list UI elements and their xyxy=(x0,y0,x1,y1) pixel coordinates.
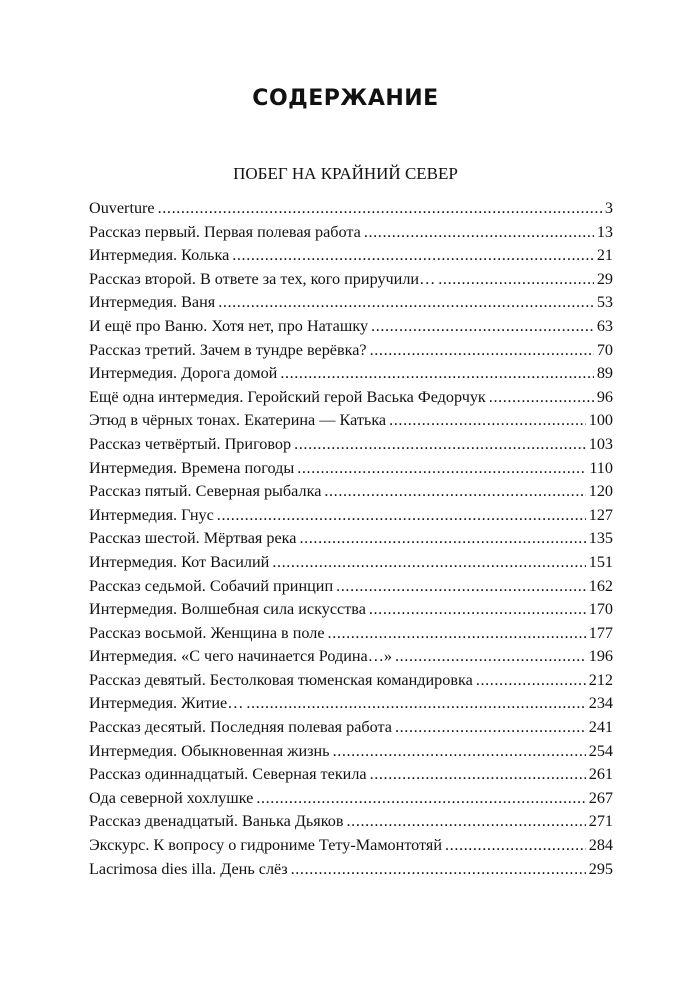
toc-entry xyxy=(89,600,613,624)
toc-entry-title: Рассказ пятый. Северная рыбалка xyxy=(89,482,322,501)
toc-entry-page-number: 100 xyxy=(588,411,613,430)
toc-entry xyxy=(89,718,613,742)
toc-entry-page-number: 170 xyxy=(588,600,613,619)
toc-entry-page-number: 295 xyxy=(588,859,613,878)
toc-entry xyxy=(89,246,613,270)
toc-entry-title: Интермедия. Гнус xyxy=(89,505,214,524)
toc-entry-title: Рассказ шестой. Мёртвая река xyxy=(89,529,297,548)
toc-entry-title: Рассказ десятый. Последняя полевая работа xyxy=(89,718,392,737)
toc-entry xyxy=(89,647,613,671)
toc-entry-page-number: 196 xyxy=(588,647,613,666)
toc-entry xyxy=(89,341,613,365)
toc-entry xyxy=(89,293,613,317)
toc-entry-page-number: 103 xyxy=(588,434,613,453)
toc-dot-leader xyxy=(294,435,586,454)
toc-entry xyxy=(89,860,613,884)
toc-entry xyxy=(89,435,613,459)
toc-entry xyxy=(89,742,613,766)
toc-entry-page-number: 96 xyxy=(596,387,613,406)
toc-entry-title: Ouverture xyxy=(89,199,155,217)
toc-entry xyxy=(89,553,613,577)
toc-entry-page-number: 21 xyxy=(596,246,613,265)
toc-entry-title: Lacrimosa dies illa. День слёз xyxy=(89,859,288,878)
toc-dot-leader xyxy=(370,341,594,360)
toc-entry xyxy=(89,836,613,860)
toc-entry-page-number: 267 xyxy=(588,788,613,807)
toc-entry-page-number: 29 xyxy=(596,269,613,288)
toc-dot-leader xyxy=(476,671,586,690)
toc-entry-page-number: 63 xyxy=(596,316,613,335)
toc-entry-title: Этюд в чёрных тонах. Екатерина — Катька xyxy=(89,411,387,430)
toc-entry-title: Рассказ двенадцатый. Ванька Дьяков xyxy=(89,812,344,831)
toc-entry-page-number: 13 xyxy=(596,222,613,241)
toc-dot-leader xyxy=(336,577,586,596)
toc-entry-title: Рассказ четвёртый. Приговор xyxy=(89,434,292,453)
toc-dot-leader xyxy=(371,317,594,336)
toc-entry-title: Интермедия. Житие… xyxy=(89,694,244,713)
toc-entry-title: Экскурс. К вопросу о гидрониме Тету-Мамонтотяй xyxy=(89,836,443,855)
toc-entry xyxy=(89,765,613,789)
toc-entry-title: Интермедия. Дорога домой xyxy=(89,364,278,383)
toc-entry-title: Интермедия. Кот Василий xyxy=(89,552,270,571)
toc-entry xyxy=(89,812,613,836)
toc-entry-page-number: 241 xyxy=(588,718,613,737)
toc-entry xyxy=(89,270,613,294)
toc-dot-leader xyxy=(158,199,602,218)
toc-entry xyxy=(89,317,613,341)
toc-entry xyxy=(89,789,613,813)
toc-dot-leader xyxy=(299,529,585,548)
toc-entry-page-number: 284 xyxy=(588,836,613,855)
toc-entry xyxy=(89,577,613,601)
section-title: ПОБЕГ НА КРАЙНИЙ СЕВЕР xyxy=(233,164,458,183)
toc-dot-leader xyxy=(280,364,593,383)
toc-dot-leader xyxy=(218,293,594,312)
toc-entry-page-number: 271 xyxy=(588,812,613,831)
toc-dot-leader xyxy=(291,860,586,879)
toc-dot-leader xyxy=(217,506,586,525)
toc-entry-page-number: 110 xyxy=(589,458,613,477)
toc-dot-leader xyxy=(272,553,585,572)
toc-entry-title: Интермедия. Волшебная сила искусства xyxy=(89,600,366,619)
toc-entry xyxy=(89,459,613,483)
toc-entry-title: Рассказ одиннадцатый. Северная текила xyxy=(89,765,367,784)
toc-dot-leader xyxy=(389,411,586,430)
toc-entry-title: Ещё одна интермедия. Геройский герой Васька Федорчук xyxy=(89,387,486,406)
toc-entry-title: Рассказ девятый. Бестолковая тюменская командировка xyxy=(89,670,473,689)
toc-entry xyxy=(89,364,613,388)
toc-entry xyxy=(89,624,613,648)
toc-dot-leader xyxy=(256,789,585,808)
toc-entry-title: Рассказ восьмой. Женщина в поле xyxy=(89,623,325,642)
toc-entry-page-number: 70 xyxy=(596,340,613,359)
toc-dot-leader xyxy=(232,246,594,265)
toc-entry-page-number: 3 xyxy=(604,199,613,217)
toc-dot-leader xyxy=(324,482,585,501)
toc-entry-page-number: 177 xyxy=(588,623,613,642)
toc-entry-page-number: 212 xyxy=(588,670,613,689)
toc-dot-leader xyxy=(395,718,586,737)
toc-entry-page-number: 89 xyxy=(596,364,613,383)
toc-entry-page-number: 234 xyxy=(588,694,613,713)
toc-entry-title: Интермедия. «С чего начинается Родина…» xyxy=(89,647,392,666)
toc-entry-page-number: 254 xyxy=(588,741,613,760)
toc-dot-leader xyxy=(438,270,594,289)
toc-entry xyxy=(89,694,613,718)
toc-entry-page-number: 261 xyxy=(588,765,613,784)
toc-dot-leader xyxy=(395,647,586,666)
toc-entry-page-number: 127 xyxy=(588,505,613,524)
toc-dot-leader xyxy=(246,694,585,713)
toc-entry-title: Интермедия. Колька xyxy=(89,246,230,265)
toc-entry-title: И ещё про Ваню. Хотя нет, про Наташку xyxy=(89,316,369,335)
toc-dot-leader xyxy=(489,388,594,407)
toc-entry-title: Рассказ седьмой. Собачий принцип xyxy=(89,576,334,595)
toc-entry-page-number: 151 xyxy=(588,552,613,571)
toc-entry-title: Рассказ первый. Первая полевая работа xyxy=(89,222,361,241)
toc-entry-page-number: 162 xyxy=(588,576,613,595)
toc-entry xyxy=(89,388,613,412)
toc-entry-page-number: 53 xyxy=(596,293,613,312)
toc-dot-leader xyxy=(364,223,594,242)
toc-entry xyxy=(89,411,613,435)
toc-entry-title: Интермедия. Обыкновенная жизнь xyxy=(89,741,330,760)
toc-dot-leader xyxy=(370,765,586,784)
toc-entry-title: Рассказ третий. Зачем в тундре верёвка? xyxy=(89,340,367,359)
toc-dot-leader xyxy=(445,836,586,855)
toc-dot-leader xyxy=(369,600,586,619)
toc-entry xyxy=(89,482,613,506)
toc-entry-page-number: 120 xyxy=(588,482,613,501)
toc-entry xyxy=(89,223,613,247)
toc-entry-title: Интермедия. Ваня xyxy=(89,293,216,312)
toc-entry-title: Интермедия. Времена погоды xyxy=(89,458,295,477)
toc-dot-leader xyxy=(328,624,586,643)
toc-dot-leader xyxy=(347,812,586,831)
toc-entry-title: Ода северной хохлушке xyxy=(89,788,254,807)
toc-entry-page-number: 135 xyxy=(588,529,613,548)
toc-dot-leader xyxy=(297,459,586,478)
toc-entry xyxy=(89,529,613,553)
toc-entry xyxy=(89,199,613,223)
toc-entry xyxy=(89,671,613,695)
toc-entry xyxy=(89,506,613,530)
table-of-contents xyxy=(89,199,613,883)
toc-dot-leader xyxy=(333,742,586,761)
page-title: СОДЕРЖАНИЕ xyxy=(252,86,439,111)
toc-entry-title: Рассказ второй. В ответе за тех, кого приручили… xyxy=(89,269,436,288)
